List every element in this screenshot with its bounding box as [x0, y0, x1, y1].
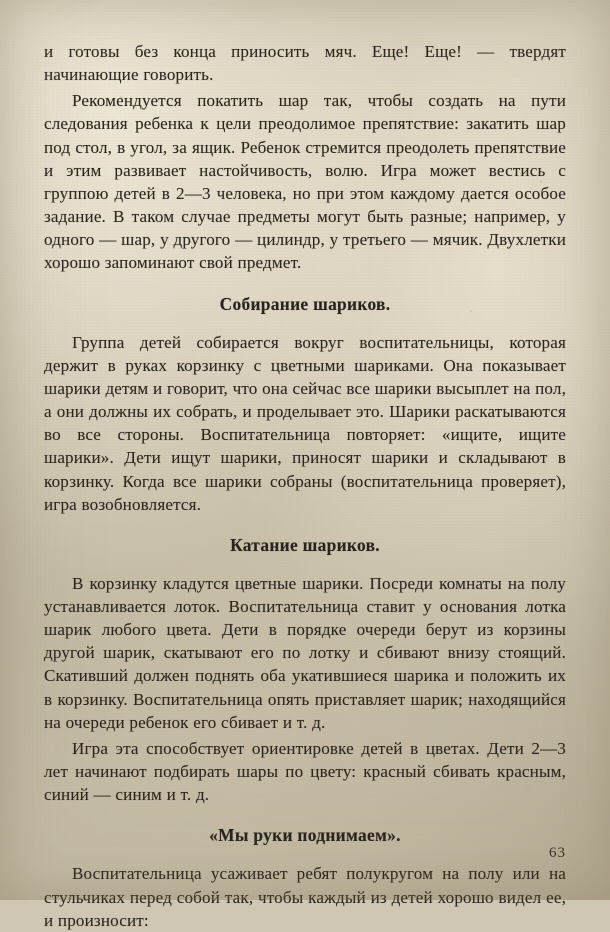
page-number: 63	[549, 845, 566, 861]
paragraph: Воспитательница усаживает ребят полукругом на полу или на стульчиках перед собой так, чтобы каждый из детей хорошо видел ее, и произносит:	[44, 864, 566, 930]
section-heading-katanie-sharikov: Катание шариков.	[230, 534, 380, 555]
section-heading-sobiranie-sharikov: Собирание шариков.	[219, 293, 391, 314]
paragraph: Игра эта способствует ориентировке детей в цветах. Дети 2—3 лет начинают подбирать шары по цвету: красный сбивать красным, синий — синим и т. д.	[44, 738, 566, 805]
section-heading-my-ruki-podnimaem: «Мы руки поднимаем».	[209, 825, 401, 846]
heading-spacer-after	[44, 556, 566, 572]
paragraph: Группа детей собирается вокруг воспитательницы, которая держит в руках корзинку с цветными шариками. Она показывает шарики детям и говорит, что она сейчас все шарики высыплет на пол, а они должны их собрать, и проделывает это. Шарики раскатываются во все стороны. Воспитательница повторяет: «ищите, ищите шарики». Дети ищут шарики, приносят шарики и складывают в корзинку. Когда все шарики собраны (воспитательница проверяет), игра возобновляется.	[44, 332, 566, 514]
heading-spacer-before	[44, 516, 566, 535]
paragraph: Рекомендуется покатить шар так, чтобы создать на пути следования ребенка к цели преодолимое препятствие: закатить шар под стол, в угол, за ящик. Ребенок стремится преодолеть препятствие и этим развивает настойчивость, волю. Игра может вестись с группою детей в 2—3 человека, но при этом каждому дается особое задание. В таком случае предметы могут быть разные; например, у одного — шар, у другого — цилиндр, у третьего — мячик. Двухлетки хорошо запоминают свой предмет.	[44, 91, 566, 273]
heading-spacer-after	[44, 315, 566, 331]
heading-spacer-before	[44, 275, 566, 294]
paragraph: В корзинку кладутся цветные шарики. Посреди комнаты на полу устанавливается лоток. Воспитательница ставит у основания лотка шарик любого цвета. Дети в порядке очереди берут из корзины другой шарик, скатывают его по лотку и сбивают внизу стоящий. Скативший должен поднять оба укатившиеся шарика и положить их в корзинку. Воспитательница опять приставляет шарик; находящийся на очереди ребенок его сбивает и т. д.	[44, 573, 566, 732]
page-text-column	[44, 40, 566, 932]
heading-spacer-after	[44, 846, 566, 862]
paragraph-continuation: и готовы без конца приносить мяч. Еще! Еще! — твердят начинающие говорить.	[44, 42, 566, 85]
heading-spacer-before	[44, 806, 566, 825]
